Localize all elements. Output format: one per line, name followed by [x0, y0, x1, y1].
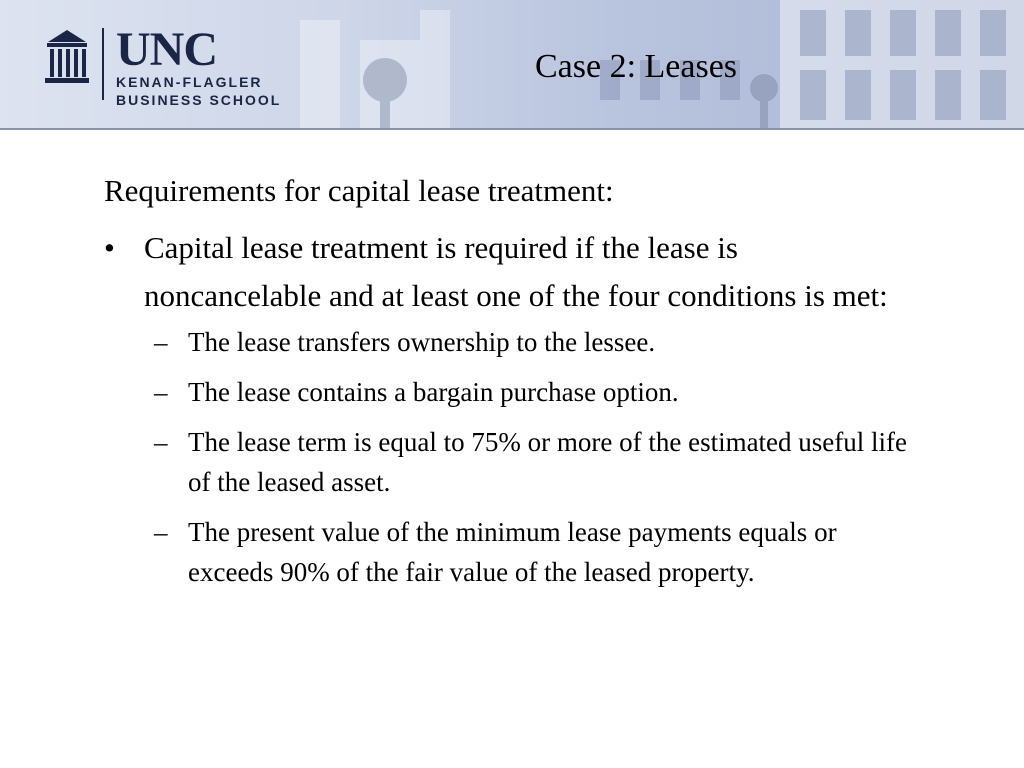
- unc-kenan-flagler-logo: [42, 23, 282, 108]
- main-bullet-text: Capital lease treatment is required if the lease is noncancelable and at least one of the four conditions is met:: [144, 230, 888, 313]
- logo-school-line-2: BUSINESS SCHOOL: [116, 92, 282, 108]
- logo-wordmark: [116, 23, 282, 108]
- main-bullet: [104, 224, 924, 320]
- logo-divider: [102, 28, 104, 100]
- condition-text: The lease transfers ownership to the lessee.: [188, 327, 656, 357]
- bullet-marker: •: [104, 230, 115, 265]
- condition-text: The present value of the minimum lease payments equals or exceeds 90% of the fair value of the leased property.: [188, 517, 837, 587]
- condition-item: [154, 322, 924, 362]
- conditions-list: [104, 322, 924, 592]
- requirements-heading: Requirements for capital lease treatment:: [104, 173, 614, 208]
- condition-item: [154, 422, 924, 502]
- dash-marker: –: [154, 517, 168, 547]
- condition-text: The lease term is equal to 75% or more of the estimated useful life of the leased asset.: [188, 427, 908, 497]
- condition-item: [154, 372, 924, 412]
- dash-marker: –: [154, 327, 168, 357]
- logo-unc-text: UNC: [116, 23, 217, 76]
- dash-marker: –: [154, 377, 168, 407]
- old-well-icon: [42, 28, 92, 88]
- condition-item: [154, 512, 924, 592]
- logo-school-line-1: KENAN-FLAGLER: [116, 74, 263, 90]
- slide-title: Case 2: Leases: [535, 48, 738, 85]
- condition-text: The lease contains a bargain purchase option.: [188, 377, 679, 407]
- slide-content: [104, 170, 924, 602]
- slide-header: [0, 0, 1024, 130]
- dash-marker: –: [154, 427, 168, 457]
